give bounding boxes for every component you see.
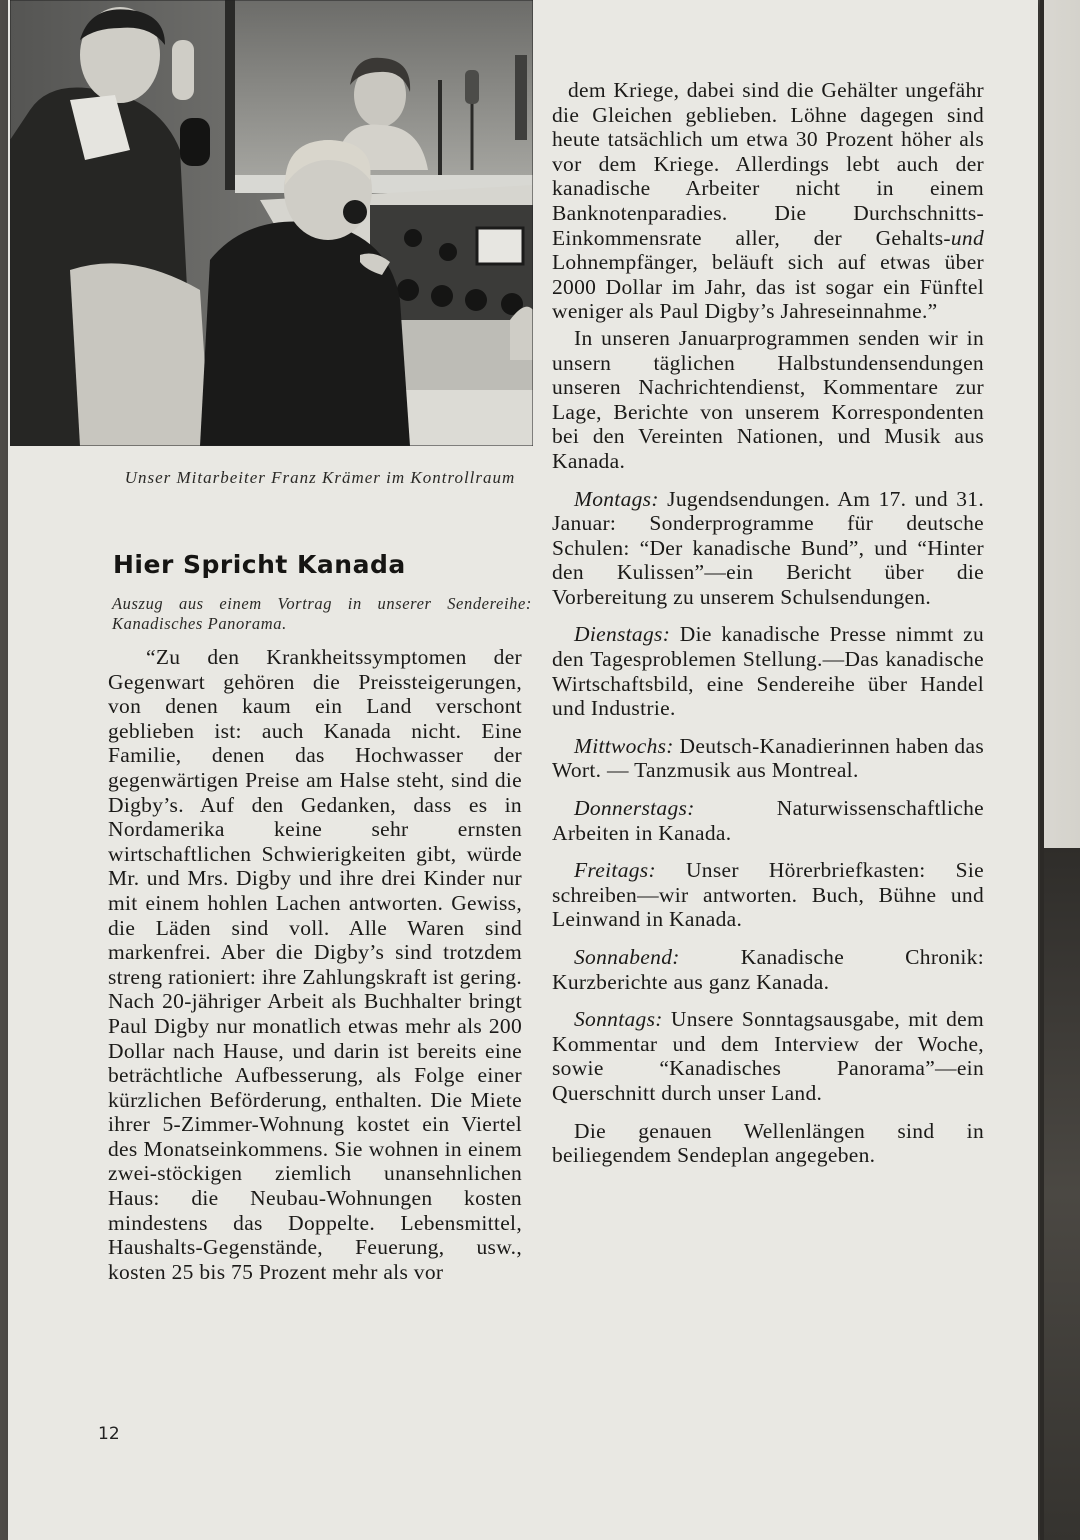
- schedule-text: Unser Hörerbriefkasten: Sie schreiben—wir antworten. Buch, Bühne und Leinwand in Kanada.: [552, 858, 984, 932]
- next-page-edge: [1040, 0, 1080, 1540]
- schedule-entry: [552, 734, 984, 783]
- schedule-day: Dienstags:: [574, 622, 671, 647]
- body-paragraph-continued: [552, 78, 984, 324]
- schedule-day: Freitags:: [574, 858, 656, 883]
- schedule-entry: [552, 622, 984, 720]
- control-room-photo: [10, 0, 533, 446]
- schedule-text: Die kanadische Presse nimmt zu den Tagesproblemen Stellung.—Das kanadische Wirtschaftsbild, eine Sendereihe über Handel und Industrie.: [552, 622, 984, 721]
- schedule-text: Deutsch-Kanadierinnen haben das Wort. — Tanzmusik aus Montreal.: [552, 733, 984, 783]
- schedule-day: Sonnabend:: [574, 945, 680, 969]
- programme-intro: In unseren Januarprogrammen senden wir in unsern täglichen Halbstundensendungen unseren Nachrichtendienst, Kommentare zur Lage, Berichte von unserem Korrespondenten bei den Vereinten Nationen, und Musik aus Kanada.: [552, 325, 984, 473]
- text-run: dem Kriege, dabei sind die Gehälter ungefähr die Gleichen geblieben. Löhne dagegen sind heute tatsächlich um etwa 30 Prozent höher als vor dem Kriege. Allerdings lebt auch der kanadische Arbeiter nicht in einem Banknotenparadies. Die Durchschnitts-Einkommensrate aller, der Gehalts-: [552, 78, 984, 250]
- schedule-text: Unsere Sonntagsausgabe, mit dem Kommentar und dem Interview der Woche, sowie “Kanadisches Panorama”—ein Querschnitt durch unser Land.: [552, 1007, 984, 1105]
- closing-note: Die genauen Wellenlängen sind in beiliegendem Sendeplan angegeben.: [552, 1118, 984, 1168]
- schedule-day: Montags:: [574, 486, 659, 511]
- photo-illustration: [10, 0, 533, 446]
- article-title: Hier Spricht Kanada: [113, 550, 406, 579]
- column-right: [552, 78, 984, 1181]
- article-subtitle: Auszug aus einem Vortrag in unserer Sendereihe: Kanadisches Panorama.: [112, 594, 532, 633]
- schedule-text: Kanadische Chronik: Kurzberichte aus ganz Kanada.: [552, 945, 984, 994]
- body-paragraph: “Zu den Krankheitssymptomen der Gegenwart gehören die Preissteigerungen, von denen kaum ein Land verschont geblieben ist: auch Kanada nicht. Eine Familie, denen das Hochwasser der gegenwärtigen Preise am Halse steht, sind die Digby’s. Auf den Gedanken, dass es in Nordamerika keine sehr ernsten wirtschaftlichen Schwierigkeiten gibt, würde Mr. und Mrs. Digby und ihre drei Kinder nur mit einem hohlen Lachen antworten. Gewiss, die Läden sind voll. Alle Waren sind markenfrei. Aber die Digby’s sind trotzdem streng rationiert: ihre Zahlungskraft ist gering. Nach 20-jähriger Arbeit als Buchhalter bringt Paul Digby nur monatlich etwas mehr als 200 Dollar nach Hause, und darin ist bereits eine beträchtliche Aufbesserung, als Folge einer kürzlichen Beförderung, enthalten. Die Miete ihrer 5-Zimmer-Wohnung kostet ein Viertel des Monatseinkommens. Sie wohnen in einem zwei-stöckigen ziemlich unansehnlichen Haus: die Neubau-Wohnungen kosten mindestens das Doppelte. Lebensmittel, Haushalts-Gegenstände, Feuerung, usw., kosten 25 bis 75 Prozent mehr als vor: [108, 645, 522, 1284]
- schedule-entry: [552, 796, 984, 845]
- photo-caption: Unser Mitarbeiter Franz Krämer im Kontrollraum: [124, 468, 516, 487]
- next-page-photo-edge: [1044, 848, 1080, 1540]
- schedule-day: Donnerstags:: [574, 796, 695, 821]
- column-left: [108, 645, 522, 1284]
- schedule-text: Jugendsendungen. Am 17. und 31. Januar: Sonderprogramme für deutsche Schulen: “Der kanadische Bund”, und “Hinter den Kulissen”—ein Bericht über die Vorbereitung zu unserem Schulsendungen.: [552, 486, 984, 609]
- schedule-day: Mittwochs:: [574, 733, 674, 758]
- schedule-entry: [552, 487, 984, 610]
- schedule-day: Sonntags:: [574, 1007, 663, 1032]
- schedule-entry: [552, 1007, 984, 1105]
- schedule-entry: [552, 945, 984, 994]
- schedule-entry: [552, 858, 984, 932]
- text-run-italic: und: [950, 225, 984, 250]
- schedule-text: Naturwissenschaftliche Arbeiten in Kanada.: [552, 796, 984, 845]
- text-run: Lohnempfänger, beläuft sich auf etwas über 2000 Dollar im Jahr, das ist sogar ein Fünftel weniger als Paul Digby’s Jahreseinnahme.”: [552, 250, 984, 324]
- page-number: 12: [98, 1424, 120, 1444]
